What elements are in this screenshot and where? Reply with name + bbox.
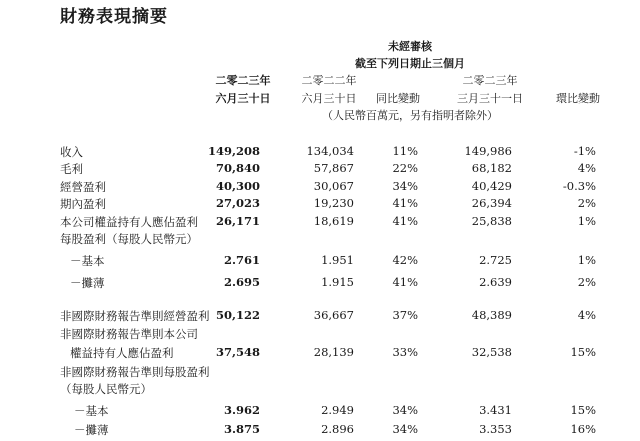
row-label: －基本 <box>70 254 105 268</box>
table-row <box>0 381 640 398</box>
value-yoy: 34% <box>392 179 418 193</box>
header-col1-year: 二零二三年 <box>215 74 271 87</box>
value-2023-jun: 2.695 <box>223 275 260 289</box>
table-row <box>0 364 640 381</box>
row-label: －基本 <box>74 404 109 418</box>
value-2023-mar: 2.725 <box>479 253 512 267</box>
header-col4-date: 三月三十一日 <box>457 92 523 105</box>
value-qoq: 4% <box>577 308 596 322</box>
header-period: 截至下列日期止三個月 <box>355 57 465 70</box>
table-row <box>0 308 640 325</box>
value-2023-mar: 2.639 <box>479 275 512 289</box>
value-yoy: 22% <box>392 161 418 175</box>
row-label: 權益持有人應佔盈利 <box>70 346 174 360</box>
value-qoq: 2% <box>577 196 596 210</box>
value-2023-mar: 3.353 <box>479 422 512 436</box>
header-unit-note: （人民幣百萬元，另有指明者除外） <box>322 109 498 122</box>
table-row <box>0 403 640 420</box>
header-unaudited: 未經審核 <box>388 40 432 53</box>
table-row <box>0 144 640 161</box>
value-2023-jun: 3.962 <box>223 403 260 417</box>
value-2023-mar: 25,838 <box>471 214 512 228</box>
table-row <box>0 345 640 362</box>
header-col4-year: 二零二三年 <box>462 74 518 87</box>
value-2022-jun: 1.951 <box>321 253 354 267</box>
value-yoy: 37% <box>392 308 418 322</box>
value-2023-jun: 26,171 <box>215 214 260 228</box>
value-qoq: -1% <box>573 144 596 158</box>
value-qoq: 1% <box>577 253 596 267</box>
row-label: 收入 <box>60 145 83 159</box>
row-label: 每股盈利（每股人民幣元） <box>60 232 198 246</box>
value-yoy: 42% <box>392 253 418 267</box>
row-label: －攤薄 <box>70 276 105 290</box>
header-col2-date: 六月三十日 <box>301 92 357 105</box>
value-yoy: 33% <box>392 345 418 359</box>
value-2022-jun: 134,034 <box>306 144 354 158</box>
table-row <box>0 196 640 213</box>
table-row <box>0 253 640 270</box>
row-label: （每股人民幣元） <box>60 382 152 396</box>
value-yoy: 41% <box>392 275 418 289</box>
table-row <box>0 231 640 248</box>
value-qoq: 15% <box>570 403 596 417</box>
row-label: 本公司權益持有人應佔盈利 <box>60 215 198 229</box>
row-label: 非國際財務報告準則每股盈利 <box>60 365 210 379</box>
value-2023-mar: 48,389 <box>471 308 512 322</box>
value-2022-jun: 30,067 <box>313 179 354 193</box>
value-yoy: 34% <box>392 422 418 436</box>
value-2022-jun: 1.915 <box>321 275 354 289</box>
value-qoq: 16% <box>570 422 596 436</box>
value-2023-jun: 149,208 <box>207 144 260 158</box>
row-label: 經營盈利 <box>60 180 106 194</box>
page-title: 財務表現摘要 <box>60 7 168 27</box>
value-qoq: 1% <box>577 214 596 228</box>
value-2023-jun: 2.761 <box>223 253 260 267</box>
value-qoq: 15% <box>570 345 596 359</box>
value-2023-jun: 40,300 <box>215 179 260 193</box>
table-row <box>0 326 640 343</box>
header-col3: 同比變動 <box>376 92 420 105</box>
header-col5: 環比變動 <box>556 92 600 105</box>
value-2023-mar: 26,394 <box>471 196 512 210</box>
table-row <box>0 161 640 178</box>
value-2022-jun: 28,139 <box>313 345 354 359</box>
value-2022-jun: 2.949 <box>321 403 354 417</box>
value-yoy: 41% <box>392 214 418 228</box>
value-2023-jun: 50,122 <box>215 308 260 322</box>
table-row <box>0 214 640 231</box>
row-label: －攤薄 <box>74 423 109 437</box>
value-2023-jun: 3.875 <box>223 422 260 436</box>
table-row <box>0 179 640 196</box>
value-2023-mar: 3.431 <box>479 403 512 417</box>
table-row <box>0 422 640 439</box>
table-row <box>0 275 640 292</box>
value-2022-jun: 57,867 <box>313 161 354 175</box>
header-col2-year: 二零二二年 <box>301 74 357 87</box>
value-2022-jun: 36,667 <box>313 308 354 322</box>
value-qoq: 4% <box>577 161 596 175</box>
value-2023-jun: 27,023 <box>215 196 260 210</box>
value-2023-mar: 32,538 <box>471 345 512 359</box>
row-label: 期內盈利 <box>60 197 106 211</box>
value-yoy: 11% <box>392 144 418 158</box>
value-2022-jun: 18,619 <box>313 214 354 228</box>
value-yoy: 34% <box>392 403 418 417</box>
value-2023-jun: 70,840 <box>215 161 260 175</box>
header-col1-date: 六月三十日 <box>215 92 271 105</box>
value-2023-mar: 68,182 <box>471 161 512 175</box>
row-label: 毛利 <box>60 162 83 176</box>
value-2022-jun: 19,230 <box>313 196 354 210</box>
value-2023-mar: 149,986 <box>464 144 512 158</box>
row-label: 非國際財務報告準則經營盈利 <box>60 309 210 323</box>
value-2023-mar: 40,429 <box>471 179 512 193</box>
value-yoy: 41% <box>392 196 418 210</box>
value-qoq: -0.3% <box>562 179 596 193</box>
row-label: 非國際財務報告準則本公司 <box>60 327 198 341</box>
value-2022-jun: 2.896 <box>321 422 354 436</box>
value-qoq: 2% <box>577 275 596 289</box>
value-2023-jun: 37,548 <box>215 345 260 359</box>
